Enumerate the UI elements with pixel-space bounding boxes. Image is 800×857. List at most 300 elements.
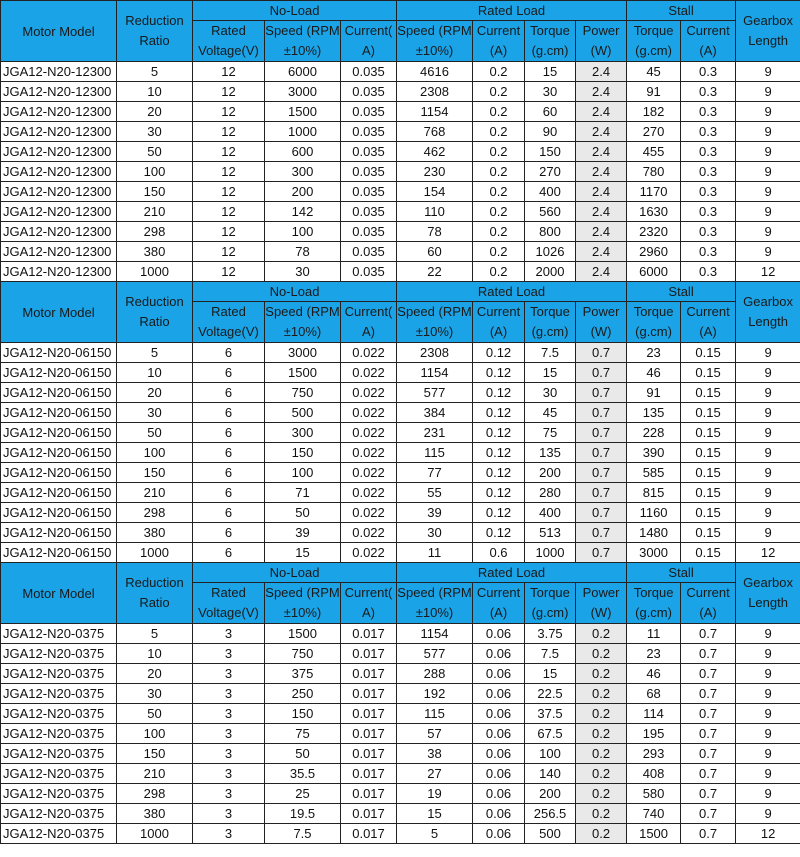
no-load-current-cell: 0.035 [341,142,397,162]
reduction-ratio-cell: 380 [117,523,193,543]
rated-torque-cell: 800 [525,222,576,242]
model-cell: JGA12-N20-06150 [1,483,117,503]
rated-power-cell: 2.4 [576,162,627,182]
stall-torque-cell: 45 [627,62,681,82]
no-load-current-cell: 0.017 [341,724,397,744]
header-row-groups [1,563,800,583]
rated-power-cell: 0.2 [576,784,627,804]
gearbox-length-cell: 9 [736,804,800,824]
model-cell: JGA12-N20-12300 [1,222,117,242]
gearbox-length-cell: 9 [736,664,800,684]
rated-voltage-cell: 12 [193,122,265,142]
no-load-current-cell: 0.017 [341,624,397,644]
rated-speed-cell: 38 [397,744,473,764]
rated-power-cell: 0.2 [576,624,627,644]
reduction-ratio-cell: 5 [117,343,193,363]
rated-power-cell: 0.7 [576,403,627,423]
gearbox-length-cell: 9 [736,624,800,644]
stall-current-cell: 0.7 [681,784,736,804]
rated-power-cell: 0.7 [576,543,627,563]
reduction-ratio-cell: 210 [117,483,193,503]
gearbox-length-cell: 9 [736,383,800,403]
gearbox-length-cell: 9 [736,684,800,704]
rated-current-cell: 0.12 [473,443,525,463]
no-load-speed-cell: 500 [265,403,341,423]
model-cell: JGA12-N20-0375 [1,824,117,844]
no-load-speed-cell: 600 [265,142,341,162]
rated-torque-cell: 150 [525,142,576,162]
model-cell: JGA12-N20-12300 [1,82,117,102]
rated-torque-header: Torque (g.cm) [525,21,576,62]
stall-current-cell: 0.3 [681,182,736,202]
no-load-current-cell: 0.022 [341,483,397,503]
no-load-speed-cell: 300 [265,162,341,182]
rated-voltage-cell: 6 [193,503,265,523]
rated-current-cell: 0.2 [473,262,525,282]
model-cell: JGA12-N20-0375 [1,804,117,824]
rated-speed-header: Speed (RPM ±10%) [397,302,473,343]
rated-power-header: Power (W) [576,302,627,343]
rated-torque-cell: 90 [525,122,576,142]
rated-voltage-cell: 12 [193,262,265,282]
no-load-speed-cell: 100 [265,463,341,483]
stall-torque-cell: 408 [627,764,681,784]
rated-speed-cell: 462 [397,142,473,162]
model-cell: JGA12-N20-12300 [1,142,117,162]
stall-current-cell: 0.3 [681,142,736,162]
rated-torque-cell: 2000 [525,262,576,282]
stall-current-cell: 0.3 [681,82,736,102]
rated-power-cell: 0.2 [576,724,627,744]
reduction-ratio-cell: 50 [117,704,193,724]
table-row [1,82,800,102]
gearbox-length-cell: 9 [736,503,800,523]
reduction-ratio-cell: 210 [117,764,193,784]
gearbox-length-cell: 9 [736,242,800,262]
rated-power-cell: 0.7 [576,483,627,503]
stall-current-cell: 0.15 [681,403,736,423]
table-row [1,443,800,463]
rated-power-cell: 0.7 [576,383,627,403]
rated-speed-cell: 15 [397,804,473,824]
no-load-current-cell: 0.017 [341,784,397,804]
no-load-speed-header: Speed (RPM ±10%) [265,583,341,624]
rated-voltage-cell: 3 [193,704,265,724]
rated-current-cell: 0.12 [473,383,525,403]
rated-torque-cell: 15 [525,664,576,684]
no-load-current-cell: 0.035 [341,242,397,262]
rated-speed-cell: 5 [397,824,473,844]
rated-power-cell: 2.4 [576,62,627,82]
rated-voltage-cell: 6 [193,403,265,423]
gearbox-length-cell: 9 [736,182,800,202]
rated-torque-header: Torque (g.cm) [525,583,576,624]
model-cell: JGA12-N20-0375 [1,664,117,684]
model-cell: JGA12-N20-0375 [1,744,117,764]
no-load-speed-cell: 50 [265,503,341,523]
stall-torque-cell: 46 [627,363,681,383]
stall-torque-cell: 580 [627,784,681,804]
table-row [1,202,800,222]
table-row [1,242,800,262]
rated-torque-cell: 200 [525,463,576,483]
rated-voltage-cell: 6 [193,483,265,503]
table-row [1,624,800,644]
rated-power-cell: 0.2 [576,704,627,724]
reduction-ratio-cell: 50 [117,142,193,162]
no-load-current-cell: 0.035 [341,202,397,222]
rated-speed-cell: 4616 [397,62,473,82]
stall-torque-cell: 585 [627,463,681,483]
stall-torque-cell: 780 [627,162,681,182]
rated-voltage-cell: 6 [193,363,265,383]
rated-voltage-cell: 6 [193,543,265,563]
stall-current-cell: 0.3 [681,62,736,82]
gearbox-length-cell: 9 [736,644,800,664]
model-cell: JGA12-N20-06150 [1,463,117,483]
rated-voltage-cell: 6 [193,523,265,543]
stall-torque-cell: 293 [627,744,681,764]
stall-current-cell: 0.15 [681,443,736,463]
rated-load-group-header: Rated Load [397,1,627,21]
gearbox-length-cell: 9 [736,102,800,122]
stall-current-cell: 0.7 [681,624,736,644]
no-load-current-cell: 0.022 [341,423,397,443]
rated-torque-cell: 270 [525,162,576,182]
gearbox-length-cell: 9 [736,744,800,764]
rated-power-cell: 2.4 [576,142,627,162]
no-load-speed-cell: 1500 [265,363,341,383]
rated-current-cell: 0.12 [473,403,525,423]
rated-current-cell: 0.12 [473,343,525,363]
stall-current-cell: 0.7 [681,684,736,704]
rated-voltage-cell: 3 [193,804,265,824]
rated-torque-cell: 135 [525,443,576,463]
rated-power-cell: 0.7 [576,463,627,483]
rated-speed-cell: 192 [397,684,473,704]
rated-speed-cell: 577 [397,644,473,664]
reduction-ratio-cell: 10 [117,644,193,664]
reduction-ratio-cell: 1000 [117,543,193,563]
stall-current-header: Current (A) [681,21,736,62]
model-cell: JGA12-N20-06150 [1,423,117,443]
rated-voltage-cell: 6 [193,463,265,483]
rated-power-cell: 2.4 [576,182,627,202]
no-load-current-cell: 0.017 [341,824,397,844]
header-row-groups [1,1,800,21]
no-load-speed-cell: 1000 [265,122,341,142]
gearbox-length-cell: 9 [736,202,800,222]
table-row [1,684,800,704]
rated-current-cell: 0.06 [473,664,525,684]
rated-speed-cell: 1154 [397,102,473,122]
rated-current-cell: 0.06 [473,624,525,644]
reduction-ratio-cell: 20 [117,102,193,122]
stall-torque-cell: 1630 [627,202,681,222]
reduction-ratio-cell: 100 [117,724,193,744]
table-row [1,62,800,82]
stall-torque-cell: 2960 [627,242,681,262]
stall-current-cell: 0.15 [681,523,736,543]
stall-current-cell: 0.15 [681,463,736,483]
stall-group-header: Stall [627,563,736,583]
rated-current-cell: 0.12 [473,363,525,383]
stall-current-cell: 0.7 [681,804,736,824]
stall-torque-header: Torque (g.cm) [627,21,681,62]
rated-torque-cell: 200 [525,784,576,804]
rated-voltage-cell: 12 [193,242,265,262]
rated-speed-cell: 2308 [397,343,473,363]
rated-torque-cell: 30 [525,383,576,403]
rated-current-cell: 0.2 [473,202,525,222]
no-load-current-cell: 0.022 [341,383,397,403]
motor-model-header: Motor Model [1,282,117,343]
gearbox-length-cell: 12 [736,824,800,844]
rated-torque-header: Torque (g.cm) [525,302,576,343]
model-cell: JGA12-N20-0375 [1,684,117,704]
rated-voltage-cell: 6 [193,383,265,403]
rated-speed-header: Speed (RPM ±10%) [397,583,473,624]
rated-speed-cell: 768 [397,122,473,142]
gearbox-length-cell: 9 [736,463,800,483]
stall-torque-cell: 68 [627,684,681,704]
rated-speed-cell: 27 [397,764,473,784]
table-row [1,262,800,282]
rated-speed-cell: 1154 [397,363,473,383]
stall-torque-cell: 270 [627,122,681,142]
table-row [1,523,800,543]
gearbox-length-cell: 9 [736,122,800,142]
rated-voltage-header: Rated Voltage(V) [193,302,265,343]
no-load-speed-cell: 6000 [265,62,341,82]
reduction-ratio-cell: 10 [117,82,193,102]
stall-current-cell: 0.3 [681,102,736,122]
rated-speed-cell: 19 [397,784,473,804]
no-load-speed-header: Speed (RPM ±10%) [265,21,341,62]
stall-current-cell: 0.7 [681,824,736,844]
no-load-current-cell: 0.022 [341,403,397,423]
no-load-speed-cell: 750 [265,383,341,403]
rated-voltage-cell: 3 [193,664,265,684]
model-cell: JGA12-N20-0375 [1,724,117,744]
table-row [1,363,800,383]
rated-speed-cell: 2308 [397,82,473,102]
reduction-ratio-cell: 50 [117,423,193,443]
rated-power-cell: 2.4 [576,262,627,282]
no-load-current-cell: 0.017 [341,664,397,684]
stall-torque-cell: 1480 [627,523,681,543]
rated-torque-cell: 7.5 [525,343,576,363]
stall-torque-cell: 135 [627,403,681,423]
rated-power-cell: 0.7 [576,363,627,383]
rated-torque-cell: 15 [525,363,576,383]
rated-power-cell: 2.4 [576,122,627,142]
table-row [1,644,800,664]
rated-power-cell: 2.4 [576,222,627,242]
model-cell: JGA12-N20-12300 [1,122,117,142]
no-load-current-cell: 0.035 [341,82,397,102]
no-load-speed-cell: 35.5 [265,764,341,784]
no-load-speed-cell: 75 [265,724,341,744]
rated-current-cell: 0.2 [473,222,525,242]
stall-torque-cell: 114 [627,704,681,724]
no-load-speed-cell: 15 [265,543,341,563]
gearbox-length-cell: 12 [736,262,800,282]
no-load-current-header: Current( A) [341,21,397,62]
stall-torque-cell: 91 [627,383,681,403]
stall-group-header: Stall [627,282,736,302]
rated-speed-cell: 1154 [397,624,473,644]
rated-voltage-cell: 3 [193,684,265,704]
no-load-current-cell: 0.022 [341,343,397,363]
rated-speed-cell: 577 [397,383,473,403]
rated-torque-cell: 1000 [525,543,576,563]
rated-speed-cell: 57 [397,724,473,744]
rated-current-cell: 0.2 [473,182,525,202]
no-load-current-header: Current( A) [341,583,397,624]
model-cell: JGA12-N20-06150 [1,343,117,363]
header-row-groups [1,282,800,302]
no-load-current-cell: 0.035 [341,162,397,182]
reduction-ratio-cell: 380 [117,242,193,262]
model-cell: JGA12-N20-0375 [1,624,117,644]
stall-current-cell: 0.3 [681,222,736,242]
rated-current-cell: 0.06 [473,744,525,764]
no-load-current-cell: 0.035 [341,102,397,122]
gearbox-length-cell: 9 [736,483,800,503]
gearbox-length-cell: 9 [736,523,800,543]
rated-torque-cell: 37.5 [525,704,576,724]
rated-power-cell: 0.2 [576,824,627,844]
model-cell: JGA12-N20-0375 [1,644,117,664]
reduction-ratio-cell: 10 [117,363,193,383]
rated-speed-cell: 78 [397,222,473,242]
no-load-current-cell: 0.022 [341,523,397,543]
model-cell: JGA12-N20-0375 [1,784,117,804]
rated-speed-cell: 288 [397,664,473,684]
reduction-ratio-cell: 30 [117,684,193,704]
rated-speed-cell: 231 [397,423,473,443]
rated-torque-cell: 75 [525,423,576,443]
stall-current-cell: 0.7 [681,744,736,764]
rated-torque-cell: 67.5 [525,724,576,744]
table-row [1,383,800,403]
rated-torque-cell: 100 [525,744,576,764]
stall-current-cell: 0.15 [681,423,736,443]
table-row [1,824,800,844]
rated-current-cell: 0.2 [473,122,525,142]
rated-power-cell: 2.4 [576,242,627,262]
rated-voltage-header: Rated Voltage(V) [193,583,265,624]
rated-current-cell: 0.12 [473,483,525,503]
reduction-ratio-cell: 150 [117,744,193,764]
no-load-current-cell: 0.035 [341,222,397,242]
table-row [1,102,800,122]
rated-torque-cell: 256.5 [525,804,576,824]
reduction-ratio-header: Reduction Ratio [117,282,193,343]
rated-current-cell: 0.2 [473,142,525,162]
stall-torque-cell: 228 [627,423,681,443]
rated-speed-cell: 115 [397,443,473,463]
table-row [1,162,800,182]
stall-torque-cell: 455 [627,142,681,162]
rated-speed-cell: 30 [397,523,473,543]
no-load-speed-cell: 50 [265,744,341,764]
reduction-ratio-cell: 298 [117,222,193,242]
motor-model-header: Motor Model [1,1,117,62]
table-row [1,122,800,142]
gearbox-length-header: Gearbox Length [736,563,800,624]
stall-torque-cell: 182 [627,102,681,122]
stall-torque-cell: 91 [627,82,681,102]
rated-torque-cell: 7.5 [525,644,576,664]
gearbox-length-cell: 9 [736,363,800,383]
table-row [1,403,800,423]
model-cell: JGA12-N20-06150 [1,363,117,383]
stall-torque-header: Torque (g.cm) [627,583,681,624]
gearbox-length-cell: 9 [736,82,800,102]
motor-model-header: Motor Model [1,563,117,624]
reduction-ratio-cell: 100 [117,162,193,182]
no-load-speed-cell: 39 [265,523,341,543]
rated-speed-header: Speed (RPM ±10%) [397,21,473,62]
rated-power-cell: 0.7 [576,343,627,363]
rated-current-cell: 0.12 [473,463,525,483]
gearbox-length-cell: 9 [736,403,800,423]
model-cell: JGA12-N20-12300 [1,162,117,182]
no-load-speed-cell: 375 [265,664,341,684]
no-load-current-cell: 0.035 [341,62,397,82]
rated-voltage-cell: 12 [193,162,265,182]
gearbox-length-cell: 9 [736,784,800,804]
reduction-ratio-cell: 5 [117,62,193,82]
no-load-group-header: No-Load [193,1,397,21]
rated-speed-cell: 110 [397,202,473,222]
rated-power-cell: 0.2 [576,764,627,784]
rated-load-group-header: Rated Load [397,282,627,302]
rated-torque-cell: 15 [525,62,576,82]
rated-torque-cell: 280 [525,483,576,503]
table-row [1,764,800,784]
rated-power-cell: 0.2 [576,644,627,664]
rated-voltage-cell: 6 [193,443,265,463]
gearbox-length-cell: 9 [736,724,800,744]
rated-voltage-cell: 6 [193,343,265,363]
reduction-ratio-cell: 1000 [117,824,193,844]
table-row [1,463,800,483]
rated-torque-cell: 140 [525,764,576,784]
stall-torque-cell: 1170 [627,182,681,202]
rated-current-header: Current (A) [473,21,525,62]
table-row [1,744,800,764]
rated-voltage-cell: 12 [193,102,265,122]
rated-voltage-cell: 3 [193,724,265,744]
table-row [1,724,800,744]
stall-current-cell: 0.3 [681,162,736,182]
rated-voltage-cell: 3 [193,744,265,764]
rated-current-cell: 0.06 [473,824,525,844]
stall-torque-cell: 2320 [627,222,681,242]
rated-power-cell: 2.4 [576,82,627,102]
rated-speed-cell: 115 [397,704,473,724]
no-load-current-cell: 0.035 [341,122,397,142]
gearbox-length-cell: 9 [736,704,800,724]
reduction-ratio-cell: 150 [117,182,193,202]
stall-torque-cell: 195 [627,724,681,744]
gearbox-length-cell: 9 [736,222,800,242]
rated-power-header: Power (W) [576,21,627,62]
stall-current-cell: 0.15 [681,343,736,363]
